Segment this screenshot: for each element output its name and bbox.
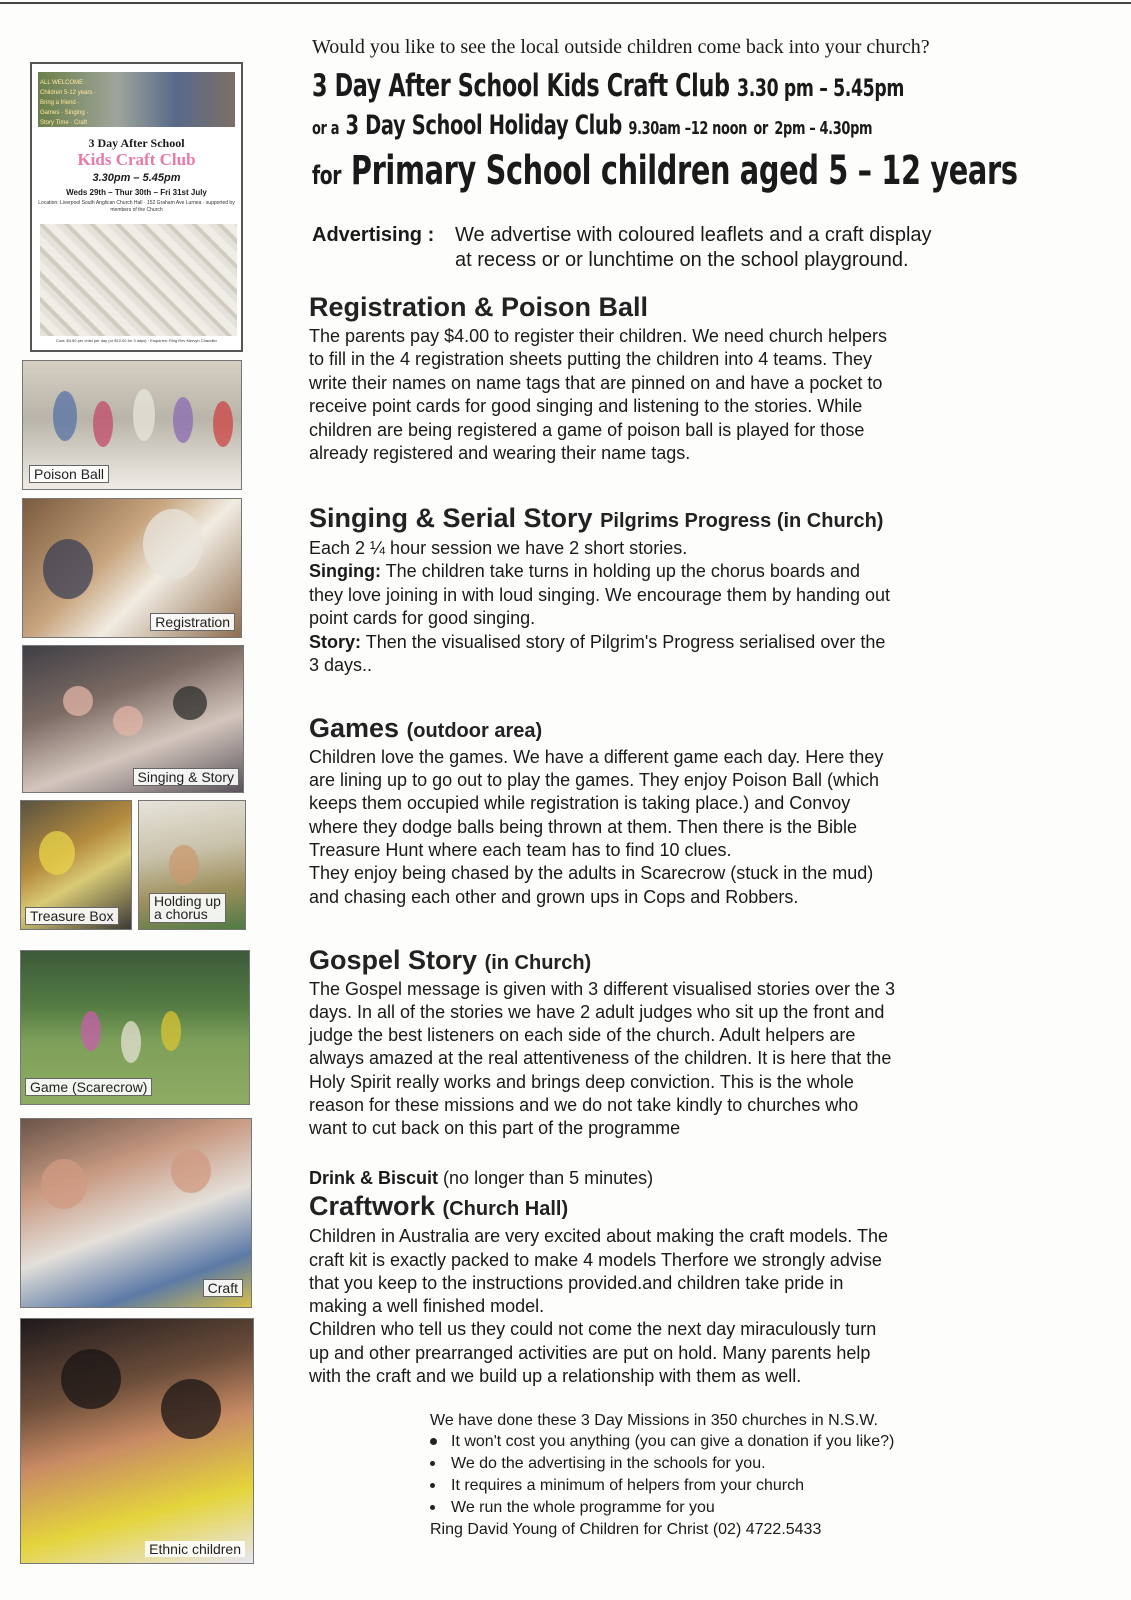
headline-time: 9.30am –12 noon: [628, 118, 747, 139]
games-line: Children love the games. We have a different game each day. Here they: [309, 747, 884, 767]
flyer-title: 3 Day After School: [88, 136, 185, 150]
registration-line: The parents pay $4.00 to register their children. We need church helpers: [309, 326, 887, 346]
flyer-banner-text: ALL WELCOME · Children 5-12 years · Bring a friend · Games · Singing · Story Time · Craft: [40, 80, 97, 126]
headline-prefix: for: [312, 161, 342, 191]
headline-after-school: [312, 68, 904, 104]
singing-subtitle: Pilgrims Progress (in Church): [600, 510, 884, 532]
headline-audience: [312, 148, 1018, 194]
games-title: Games: [309, 713, 400, 743]
photo-game-scarecrow: [20, 950, 250, 1105]
photo-caption: Singing & Story: [133, 768, 240, 786]
games-line: keeps them occupied while registration is taking place.) and Convoy: [309, 793, 851, 813]
registration-line: children are being registered a game of poison ball is played for those: [309, 420, 865, 440]
drink-biscuit-line: [309, 1168, 653, 1189]
headline-holiday-club: [312, 110, 872, 141]
photo-treasure-box: [20, 800, 132, 930]
registration-line: already registered and wearing their name tags.: [309, 443, 691, 463]
gospel-subtitle: (in Church): [484, 952, 592, 974]
caption-line-1: Holding up: [154, 893, 221, 909]
bullet-icon: [430, 1483, 435, 1488]
bullet-icon: [430, 1505, 435, 1510]
gospel-line: Holy Spirit really works and brings deep conviction. This is the whole: [309, 1072, 854, 1092]
closing-bullet: [430, 1477, 804, 1495]
singing-text: The children take turns in holding up the chorus boards and: [385, 561, 860, 581]
craftwork-heading: [309, 1191, 568, 1222]
photo-caption: Treasure Box: [25, 907, 119, 925]
drink-label: Drink & Biscuit: [309, 1168, 439, 1188]
headline-title: 3 Day After School Kids Craft Club: [312, 68, 730, 104]
registration-heading: Registration & Poison Ball: [309, 292, 649, 322]
photo-caption: Game (Scarecrow): [25, 1078, 152, 1096]
games-heading: [309, 713, 542, 744]
photo-registration: [22, 498, 242, 638]
flyer-cost: Cost: $4.50 per child per day (or $10.00 for 3 days) · Enquiries: Ring Rev Mervyn Chandler: [56, 338, 217, 343]
gospel-line: reason for these missions and we do not take kindly to churches who: [309, 1095, 859, 1115]
gospel-line: want to cut back on this part of the programme: [309, 1118, 681, 1138]
photo-caption: Craft: [203, 1279, 243, 1297]
singing-line: [309, 560, 860, 583]
headline-title: 3 Day School Holiday Club: [345, 110, 622, 141]
flyer-dates: Weds 29th – Thur 30th – Fri 31st July: [66, 188, 207, 197]
singing-line: they love joining in with loud singing. We encourage them by handing out: [309, 585, 891, 605]
singing-line: [309, 631, 885, 654]
photo-ethnic-children: [20, 1318, 254, 1564]
gospel-title: Gospel Story: [309, 945, 478, 975]
registration-line: receive point cards for good singing and listening to the stories. While: [309, 396, 863, 416]
closing-bullet: [430, 1455, 766, 1473]
craftwork-line: making a well finished model.: [309, 1296, 545, 1316]
photo-caption: [149, 893, 226, 923]
singing-title: Singing & Serial Story: [309, 503, 593, 533]
headline-title: Primary School children aged 5 – 12 years: [350, 148, 1018, 194]
flyer-club-name: Kids Craft Club: [77, 150, 196, 169]
closing-bullet: [430, 1499, 715, 1517]
advertising-label: Advertising :: [312, 224, 435, 246]
singing-label: Singing:: [309, 561, 381, 581]
caption-line-2: a chorus: [154, 906, 208, 922]
headline-time: 3.30 pm – 5.45pm: [737, 74, 904, 102]
games-line: They enjoy being chased by the adults in Scarecrow (stuck in the mud): [309, 863, 874, 883]
craftwork-line: with the craft and we build up a relationship with them as well.: [309, 1366, 802, 1386]
craftwork-line: that you keep to the instructions provided.and children take pride in: [309, 1273, 844, 1293]
bullet-icon: [430, 1438, 437, 1445]
drink-text: (no longer than 5 minutes): [443, 1168, 654, 1188]
photo-craft: [20, 1118, 252, 1308]
singing-heading: [309, 503, 883, 534]
closing-intro: We have done these 3 Day Missions in 350 churches in N.S.W.: [430, 1412, 878, 1429]
gospel-line: always amazed at the real attentiveness of the children. It is here that the: [309, 1048, 892, 1068]
craftwork-line: Children in Australia are very excited about making the craft models. The: [309, 1226, 888, 1246]
gospel-line: The Gospel message is given with 3 different visualised stories over the 3: [309, 979, 895, 999]
top-rule: [0, 2, 1131, 4]
flyer-image: [30, 62, 243, 352]
flyer-location: Location: Liverpool South Anglican Church Hall · 152 Graham Ave Lurnea · supported by members of the Church: [38, 200, 235, 213]
photo-poison-ball: [22, 360, 242, 490]
photo-caption: Poison Ball: [29, 465, 109, 483]
bullet-text: We do the advertising in the schools for you.: [451, 1455, 766, 1472]
intro-question: Would you like to see the local outside children come back into your church?: [312, 36, 930, 58]
bullet-text: It requires a minimum of helpers from your church: [451, 1477, 805, 1494]
headline-time-2: 2pm – 4.30pm: [774, 118, 873, 139]
photo-caption: Ethnic children: [145, 1541, 245, 1557]
gospel-line: judge the best listeners on each side of the church. Adult helpers are: [309, 1025, 856, 1045]
games-line: Treasure Hunt where each team has to find 10 clues.: [309, 840, 732, 860]
craftwork-line: up and other prearranged activities are put on hold. Many parents help: [309, 1343, 871, 1363]
craftwork-line: craft kit is exactly packed to make 4 models Therfore we strongly advise: [309, 1250, 882, 1270]
photo-caption: Registration: [150, 613, 235, 631]
bullet-icon: [430, 1461, 435, 1466]
bullet-text: It won't cost you anything (you can give a donation if you like?): [451, 1433, 895, 1450]
photo-singing-story: [22, 645, 244, 793]
registration-line: write their names on name tags that are pinned on and have a pocket to: [309, 373, 883, 393]
flyer-craft-models-photo: [40, 224, 237, 336]
craftwork-line: Children who tell us they could not come the next day miraculously turn: [309, 1319, 877, 1339]
advertising-line: at recess or or lunchtime on the school playground.: [455, 249, 909, 271]
singing-line: 3 days..: [309, 655, 373, 675]
flyer-time: 3.30pm – 5.45pm: [92, 172, 181, 184]
photo-holding-up-chorus: [138, 800, 246, 930]
story-label: Story:: [309, 632, 362, 652]
bullet-text: We run the whole programme for you: [451, 1499, 715, 1516]
games-line: where they dodge balls being thrown at them. Then there is the Bible: [309, 817, 858, 837]
headline-prefix: or a: [312, 118, 340, 139]
headline-or: or: [753, 118, 768, 139]
games-subtitle: (outdoor area): [406, 720, 543, 742]
closing-contact: Ring David Young of Children for Christ (02) 4722.5433: [430, 1521, 822, 1538]
games-line: and chasing each other and grown ups in Cops and Robbers.: [309, 887, 799, 907]
closing-bullet: [430, 1433, 894, 1451]
craftwork-title: Craftwork: [309, 1191, 436, 1221]
gospel-heading: [309, 945, 591, 976]
singing-line: point cards for good singing.: [309, 608, 536, 628]
story-text: Then the visualised story of Pilgrim's Progress serialised over the: [365, 632, 886, 652]
craftwork-subtitle: (Church Hall): [442, 1198, 569, 1220]
singing-line: Each 2 ¼ hour session we have 2 short stories.: [309, 538, 688, 558]
advertising-line: We advertise with coloured leaflets and a craft display: [455, 224, 932, 246]
gospel-line: days. In all of the stories we have 2 adult judges who sit up the front and: [309, 1002, 885, 1022]
registration-line: to fill in the 4 registration sheets putting the children into 4 teams. They: [309, 349, 872, 369]
games-line: are lining up to go out to play the games. They enjoy Poison Ball (which: [309, 770, 880, 790]
